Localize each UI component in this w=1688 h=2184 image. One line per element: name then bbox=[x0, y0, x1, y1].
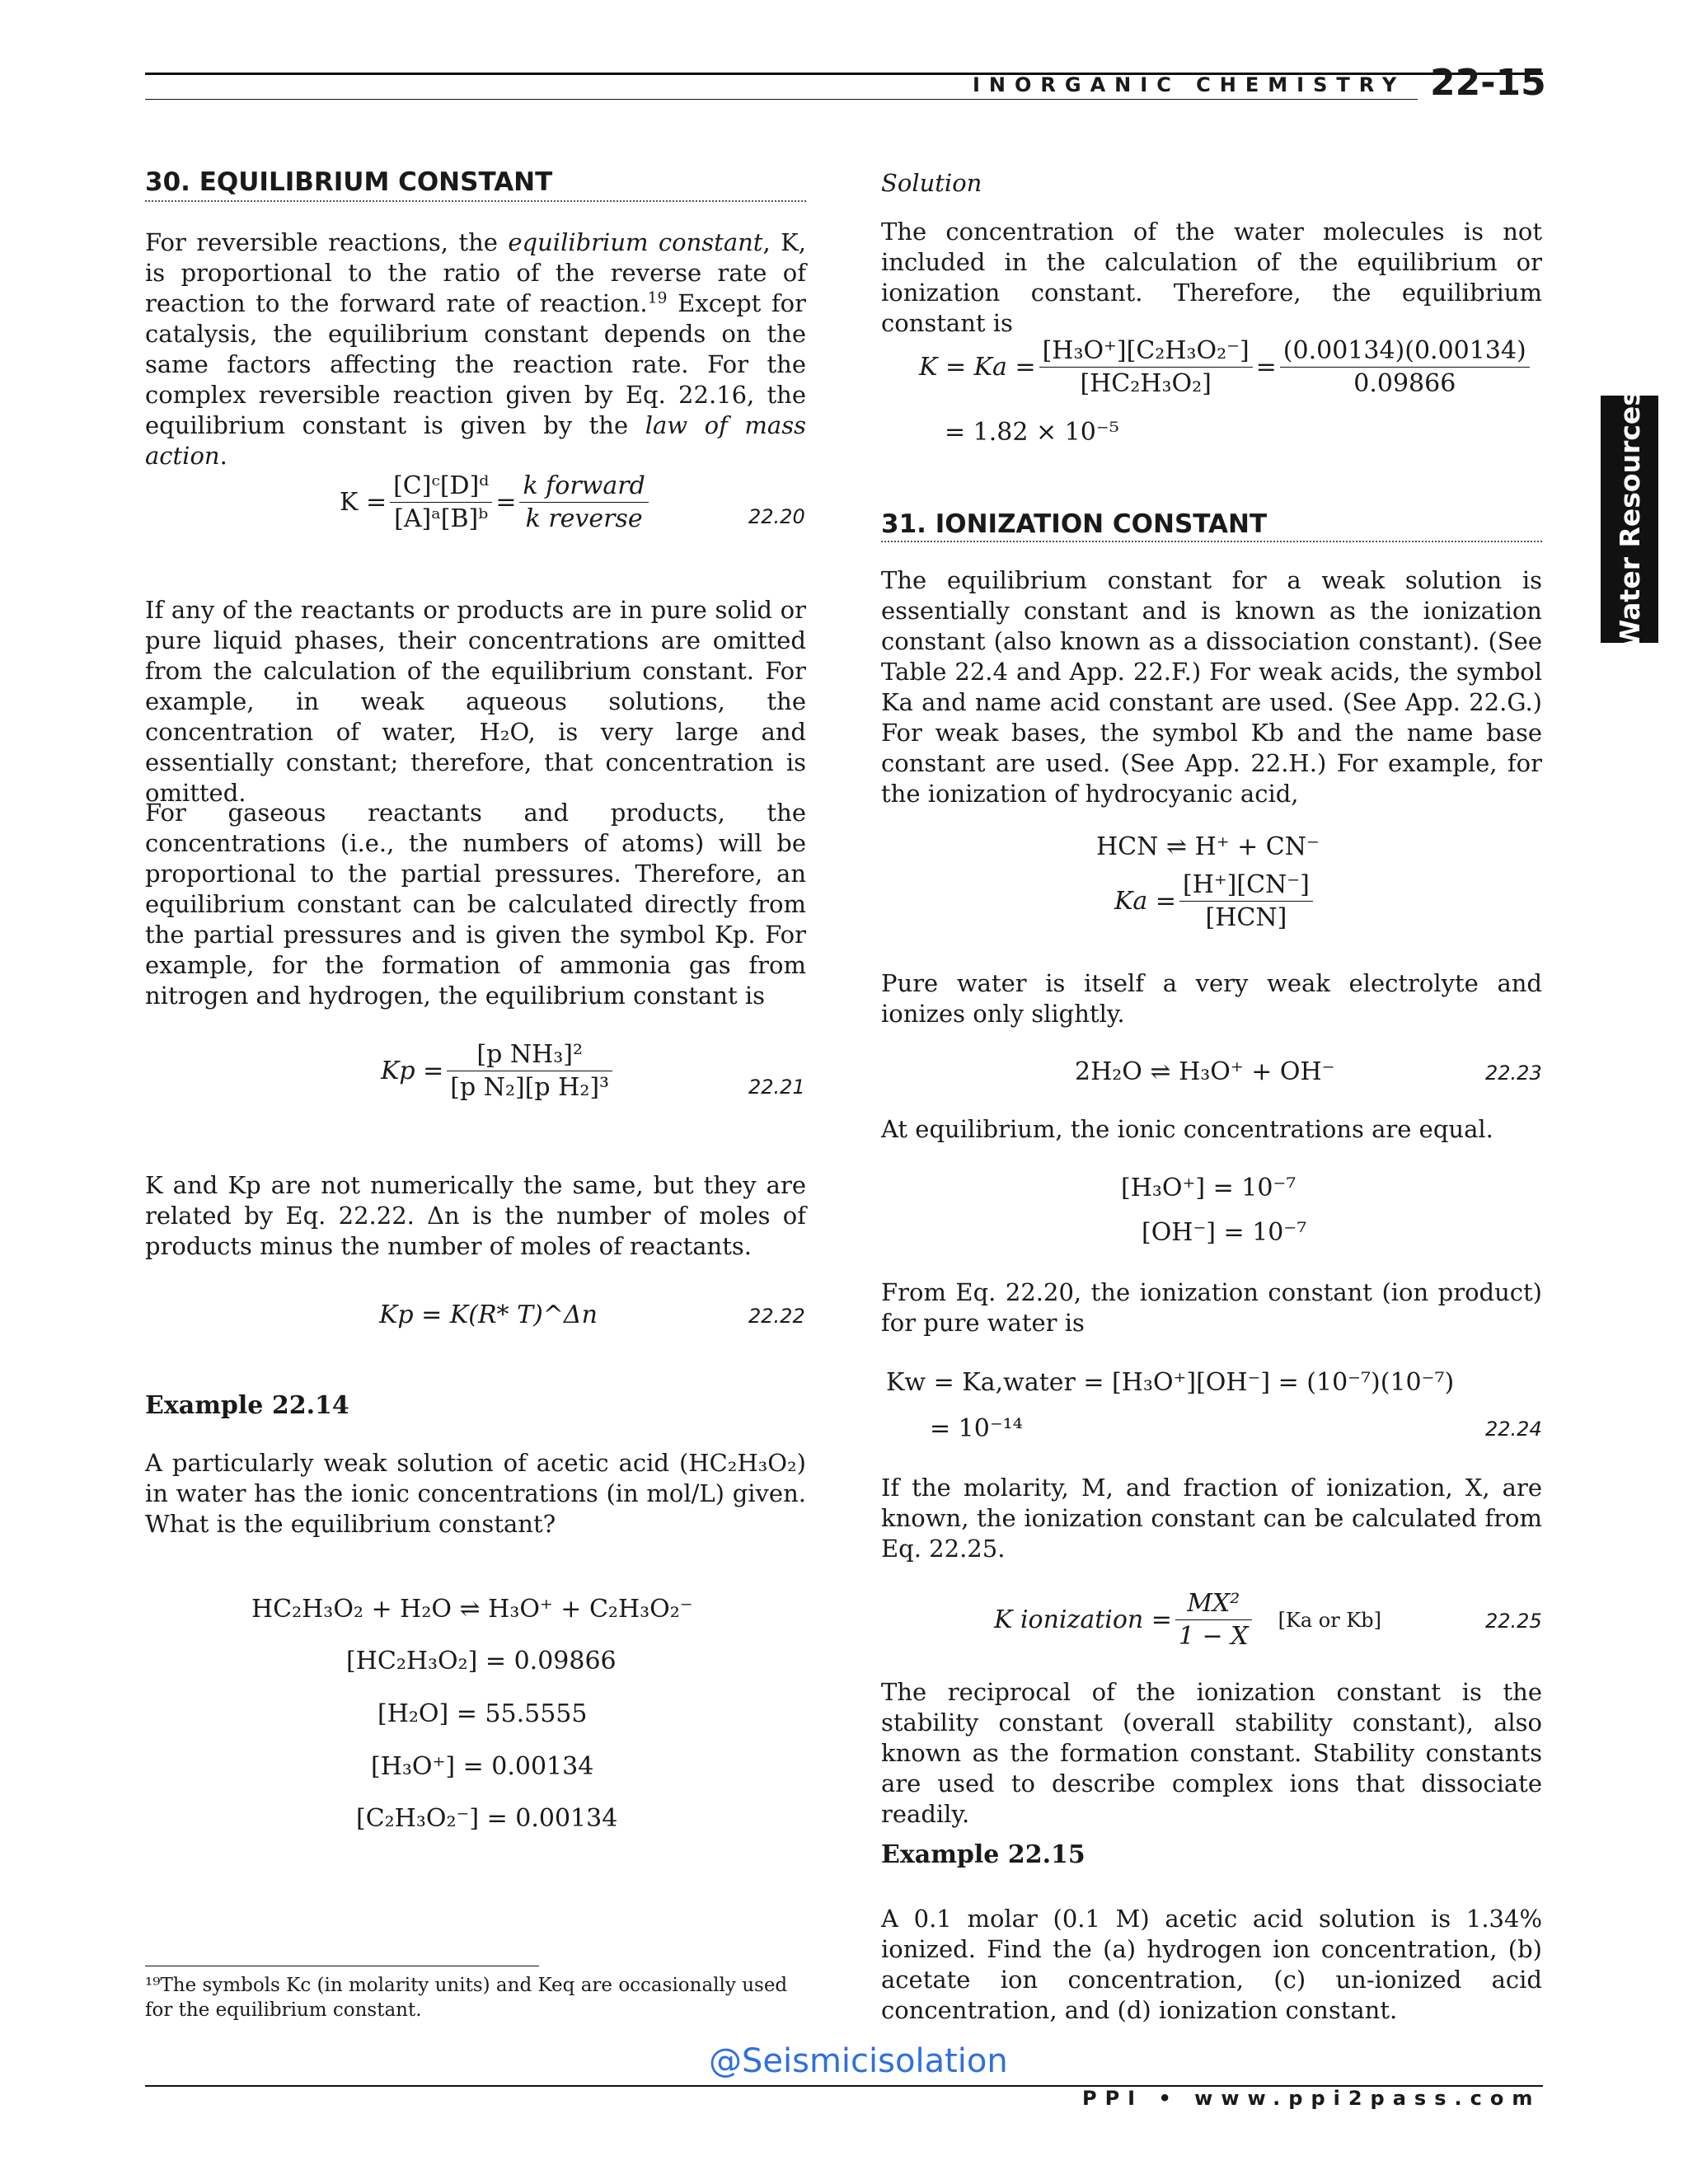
example-22-14-line-1: HC₂H₃O₂ + H₂O ⇌ H₃O⁺ + C₂H₃O₂⁻ bbox=[251, 1595, 693, 1624]
paragraph-5: The equilibrium constant for a weak solution is essentially constant and is known as the ionization constant (also known as a dissociation constant). (See Table 22.4 and App. 22.F.) For weak acids, the symbol Ka and name acid constant are used. (See App. 22.G.) For weak bases, the symbol Kb and the name base constant are used. (See App. 22.H.) For example, for the ionization of hydrocyanic acid, bbox=[881, 566, 1542, 808]
section-31-title: 31. IONIZATION CONSTANT bbox=[881, 509, 1268, 539]
equation-number-22-20: 22.20 bbox=[748, 505, 805, 528]
paragraph-1: For reversible reactions, the equilibrium constant, K, is proportional to the ratio of the reverse rate of reaction to the forward rate of reaction.$^{19}$ Except for catalysis, the equilibrium constant depends on the same factors affecting the reaction rate. For the complex reversible reaction given by Eq. 22.16, the equilibrium constant is given by the law of mass action. bbox=[145, 228, 806, 470]
footer-text: PPI • www.ppi2pass.com bbox=[1082, 2087, 1541, 2110]
paragraph-2: If any of the reactants or products are in pure solid or pure liquid phases, their concentrations are omitted from the calculation of the equilibrium constant. For example, in weak aqueous solutions, the concentration of water, H₂O, is very large and essentially constant; therefore, that concentration is omitted. bbox=[145, 596, 806, 807]
paragraph-6: Pure water is itself a very weak electrolyte and ionizes only slightly. bbox=[881, 969, 1542, 1028]
equation-22-21: Kp = $\frac{\text{[p NH₃]²}}{\text{[p N₂][p H₂]³}}$ bbox=[381, 1040, 616, 1102]
paragraph-4: K and Kp are not numerically the same, but they are related by Eq. 22.22. Δn is the number of moles of products minus the number of moles of reactants. bbox=[145, 1171, 806, 1260]
example-22-14-line-2: [HC₂H₃O₂] = 0.09866 bbox=[346, 1647, 617, 1675]
paragraph-8: From Eq. 22.20, the ionization constant (ion product) for pure water is bbox=[881, 1278, 1542, 1337]
example-22-14-text: A particularly weak solution of acetic acid (HC₂H₃O₂) in water has the ionic concentrations (in mol/L) given. What is the equilibrium constant? bbox=[145, 1449, 806, 1538]
footnote-19: ¹⁹The symbols Kc (in molarity units) and Keq are occasionally used for the equilibrium constant. bbox=[145, 1975, 788, 2021]
section-31-rule bbox=[881, 541, 1542, 542]
equation-22-23: 2H₂O ⇌ H₃O⁺ + OH⁻ bbox=[1075, 1057, 1335, 1086]
solution-label: Solution bbox=[881, 169, 982, 197]
side-tab-label: Water Resources bbox=[1613, 389, 1646, 649]
equation-22-22: Kp = K(R* T)^Δn bbox=[379, 1301, 598, 1329]
page-number: 22-15 bbox=[1430, 62, 1546, 104]
paragraph-7: At equilibrium, the ionic concentrations are equal. bbox=[881, 1115, 1493, 1143]
equation-number-22-21: 22.21 bbox=[748, 1076, 805, 1099]
hydroxide-concentration: [OH⁻] = 10⁻⁷ bbox=[1142, 1218, 1307, 1247]
equation-22-24-line-1: Kw = Ka,water = [H₃O⁺][OH⁻] = (10⁻⁷)(10⁻⁷) bbox=[886, 1368, 1455, 1397]
paragraph-9: If the molarity, M, and fraction of ionization, X, are known, the ionization constant can be calculated from Eq. 22.25. bbox=[881, 1474, 1542, 1563]
header-bottom-rule bbox=[145, 99, 1418, 100]
equation-number-22-24: 22.24 bbox=[1485, 1418, 1542, 1441]
example-22-15-title: Example 22.15 bbox=[881, 1840, 1085, 1869]
equation-number-22-22: 22.22 bbox=[748, 1305, 805, 1328]
example-22-14-title: Example 22.14 bbox=[145, 1391, 349, 1420]
equation-number-22-23: 22.23 bbox=[1485, 1062, 1542, 1085]
section-30-rule bbox=[145, 200, 806, 202]
side-tab bbox=[1601, 389, 1658, 649]
hydronium-concentration: [H₃O⁺] = 10⁻⁷ bbox=[1121, 1174, 1296, 1202]
solution-result: = 1.82 × 10⁻⁵ bbox=[945, 418, 1119, 447]
equation-22-20: K = $\frac{\text{[C]ᶜ[D]ᵈ}}{\text{[A]ᵃ[B]ᵇ}}$ = $\frac{\text{k forward}}{\text{k reverse}}$ bbox=[340, 471, 652, 533]
example-22-14-line-4: [H₃O⁺] = 0.00134 bbox=[371, 1752, 594, 1781]
equation-22-24-line-2: = 10⁻¹⁴ bbox=[930, 1414, 1023, 1443]
watermark: @Seismicisolation bbox=[709, 2042, 1008, 2080]
hcn-ka-equation: Ka = $\frac{[H^+][CN^-]}{\text{[HCN]}}$ bbox=[1114, 870, 1316, 932]
example-22-14-line-3: [H₂O] = 55.5555 bbox=[377, 1699, 588, 1728]
equation-number-22-25: 22.25 bbox=[1485, 1610, 1542, 1633]
hcn-reaction: HCN ⇌ H⁺ + CN⁻ bbox=[1096, 832, 1320, 861]
section-30-title: 30. EQUILIBRIUM CONSTANT bbox=[145, 167, 553, 197]
equation-22-25: K ionization = $\frac{\text{MX²}}{1 - X}$ [Ka or Kb] bbox=[994, 1589, 1382, 1651]
example-22-15-text: A 0.1 molar (0.1 M) acetic acid solution is 1.34% ionized. Find the (a) hydrogen ion concentration, (b) acetate ion concentration, (c) un-ionized acid concentration, and (d) ionization constant. bbox=[881, 1905, 1542, 2024]
solution-text: The concentration of the water molecules is not included in the calculation of the equilibrium or ionization constant. Therefore, the equilibrium constant is bbox=[881, 218, 1542, 337]
paragraph-3: For gaseous reactants and products, the concentrations (i.e., the numbers of atoms) will be proportional to the partial pressures. Therefore, an equilibrium constant can be calculated directly from the partial pressures and is given the symbol Kp. For example, for the formation of ammonia gas from nitrogen and hydrogen, the equilibrium constant is bbox=[145, 799, 806, 1010]
solution-equation: K = Ka = $\frac{\text{[H₃O⁺][C₂H₃O₂⁻]}}{\text{[HC₂H₃O₂]}}$ = $\frac{(0.00134)(0.00134)}{0.09866}$ bbox=[919, 336, 1533, 398]
example-22-14-line-5: [C₂H₃O₂⁻] = 0.00134 bbox=[356, 1804, 618, 1833]
running-head: INORGANIC CHEMISTRY bbox=[973, 73, 1406, 96]
paragraph-10: The reciprocal of the ionization constant is the stability constant (overall stability constant), also known as the formation constant. Stability constants are used to describe complex ions that dissociate readily. bbox=[881, 1678, 1542, 1828]
